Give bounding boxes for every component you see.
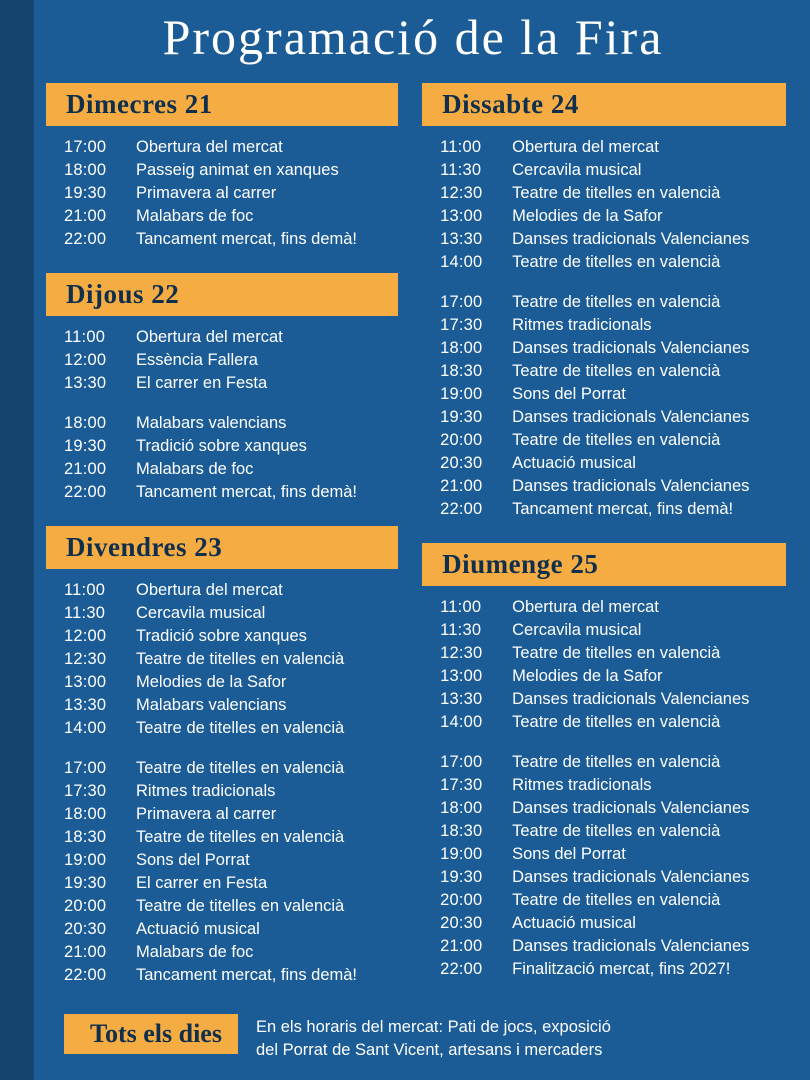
event-time: 17:00 [64, 138, 107, 156]
event-time: 14:00 [440, 253, 483, 271]
event-name: Melodies de la Safor [512, 207, 663, 225]
event-time: 20:30 [440, 914, 483, 932]
event-name: Danses tradicionals Valencianes [512, 339, 750, 357]
event-name: Tradició sobre xanques [136, 627, 307, 645]
event-name: Teatre de titelles en valencià [512, 644, 721, 662]
event-time: 14:00 [64, 719, 107, 737]
schedule-column-left [46, 83, 398, 987]
event-time: 12:30 [64, 650, 107, 668]
event-row [64, 803, 398, 826]
event-name: Teatre de titelles en valencià [136, 897, 345, 915]
event-name: Teatre de titelles en valencià [512, 753, 721, 771]
event-time: 19:30 [64, 184, 107, 202]
day-header: Divendres 23 [46, 526, 398, 569]
page-title: Programació de la Fira [162, 9, 664, 65]
event-name: Passeig animat en xanques [136, 161, 339, 179]
event-list [422, 596, 786, 981]
event-name: Danses tradicionals Valencianes [512, 230, 750, 248]
event-name: Tancament mercat, fins demà! [136, 483, 358, 501]
event-time: 20:00 [440, 431, 483, 449]
event-name: Teatre de titelles en valencià [512, 293, 721, 311]
event-time: 11:30 [440, 621, 482, 639]
event-time: 17:00 [440, 753, 483, 771]
event-name: Teatre de titelles en valencià [512, 431, 721, 449]
day-header: Dimecres 21 [46, 83, 398, 126]
event-time: 21:00 [64, 943, 107, 961]
event-time: 13:30 [64, 696, 107, 714]
event-row [440, 182, 786, 205]
day-block [46, 83, 398, 251]
event-time: 22:00 [64, 966, 107, 984]
event-row [64, 136, 398, 159]
event-time: 11:00 [440, 598, 482, 616]
event-row [64, 780, 398, 803]
event-time: 21:00 [440, 937, 483, 955]
event-row [440, 843, 786, 866]
event-name: Teatre de titelles en valencià [136, 828, 345, 846]
event-time: 18:00 [64, 805, 107, 823]
event-time: 11:30 [440, 161, 482, 179]
day-header: Diumenge 25 [422, 543, 786, 586]
event-group-gap [64, 740, 398, 757]
event-name: Tradició sobre xanques [136, 437, 307, 455]
event-row [440, 452, 786, 475]
event-name: Teatre de titelles en valencià [512, 713, 721, 731]
event-row [64, 349, 398, 372]
event-name: Obertura del mercat [136, 328, 283, 346]
event-time: 13:00 [440, 207, 483, 225]
event-name: Actuació musical [512, 454, 636, 472]
event-time: 20:30 [440, 454, 483, 472]
event-name: Danses tradicionals Valencianes [512, 408, 750, 426]
event-row [440, 228, 786, 251]
event-row [440, 820, 786, 843]
left-decorative-bar [0, 0, 34, 1080]
event-name: Sons del Porrat [512, 845, 626, 863]
event-time: 21:00 [440, 477, 483, 495]
event-name: Primavera al carrer [136, 805, 277, 823]
event-row [64, 205, 398, 228]
event-row [64, 579, 398, 602]
event-name: Teatre de titelles en valencià [512, 362, 721, 380]
event-row [440, 251, 786, 274]
event-time: 19:00 [64, 851, 107, 869]
event-name: Cercavila musical [512, 621, 642, 639]
event-row [440, 866, 786, 889]
event-time: 13:00 [64, 673, 107, 691]
event-time: 13:30 [64, 374, 107, 392]
event-row [440, 935, 786, 958]
event-list [46, 136, 398, 251]
event-row [440, 889, 786, 912]
event-row [64, 694, 398, 717]
event-time: 18:00 [440, 339, 483, 357]
event-row [440, 383, 786, 406]
event-row [440, 314, 786, 337]
event-time: 18:30 [440, 362, 483, 380]
event-row [440, 159, 786, 182]
event-row [64, 671, 398, 694]
event-time: 13:30 [440, 690, 483, 708]
event-row [440, 665, 786, 688]
event-time: 18:00 [64, 414, 107, 432]
footer [34, 1002, 810, 1080]
event-time: 12:30 [440, 184, 483, 202]
event-time: 21:00 [64, 460, 107, 478]
event-name: Teatre de titelles en valencià [136, 650, 345, 668]
event-row [440, 596, 786, 619]
event-name: Danses tradicionals Valencianes [512, 477, 750, 495]
event-time: 21:00 [64, 207, 107, 225]
event-group-gap [440, 274, 786, 291]
event-name: Obertura del mercat [136, 581, 283, 599]
event-row [64, 159, 398, 182]
event-name: Teatre de titelles en valencià [512, 184, 721, 202]
event-row [64, 941, 398, 964]
event-row [64, 872, 398, 895]
event-time: 20:00 [64, 897, 107, 915]
day-header: Dijous 22 [46, 273, 398, 316]
event-name: Sons del Porrat [136, 851, 250, 869]
event-time: 19:30 [64, 874, 107, 892]
event-time: 12:00 [64, 627, 107, 645]
event-name: Danses tradicionals Valencianes [512, 868, 750, 886]
event-name: Tancament mercat, fins demà! [136, 230, 358, 248]
event-row [440, 958, 786, 981]
event-name: Finalització mercat, fins 2027! [512, 960, 731, 978]
event-name: Malabars de foc [136, 943, 254, 961]
event-row [64, 918, 398, 941]
event-row [64, 481, 398, 504]
event-time: 12:30 [440, 644, 483, 662]
event-row [64, 895, 398, 918]
schedule-columns [34, 65, 810, 987]
event-row [440, 619, 786, 642]
event-row [440, 774, 786, 797]
event-name: Ritmes tradicionals [512, 776, 652, 794]
event-group-gap [64, 395, 398, 412]
event-row [64, 228, 398, 251]
event-row [440, 429, 786, 452]
event-row [64, 625, 398, 648]
footer-text [256, 1014, 611, 1062]
event-row [440, 711, 786, 734]
event-name: Actuació musical [136, 920, 260, 938]
event-time: 13:30 [440, 230, 483, 248]
event-time: 22:00 [440, 960, 483, 978]
event-time: 17:30 [440, 316, 483, 334]
event-time: 22:00 [440, 500, 483, 518]
event-list [46, 579, 398, 987]
event-row [440, 912, 786, 935]
event-time: 12:00 [64, 351, 107, 369]
event-name: Teatre de titelles en valencià [136, 719, 345, 737]
footer-text-line-1: En els horaris del mercat: Pati de jocs, exposició [255, 1018, 611, 1036]
event-time: 17:30 [64, 782, 107, 800]
event-name: Essència Fallera [136, 351, 258, 369]
event-row [440, 360, 786, 383]
event-name: Ritmes tradicionals [512, 316, 652, 334]
event-name: Danses tradicionals Valencianes [512, 690, 750, 708]
event-time: 18:00 [440, 799, 483, 817]
event-name: Teatre de titelles en valencià [512, 822, 721, 840]
event-time: 20:30 [64, 920, 107, 938]
event-name: Danses tradicionals Valencianes [512, 937, 750, 955]
event-name: El carrer en Festa [136, 874, 268, 892]
event-name: Teatre de titelles en valencià [512, 253, 721, 271]
event-list [46, 326, 398, 504]
event-row [64, 964, 398, 987]
event-name: Obertura del mercat [136, 138, 283, 156]
event-row [64, 435, 398, 458]
event-name: Danses tradicionals Valencianes [512, 799, 750, 817]
event-name: Primavera al carrer [136, 184, 277, 202]
event-time: 17:30 [440, 776, 483, 794]
event-row [440, 406, 786, 429]
footer-badge: Tots els dies [64, 1014, 238, 1054]
event-name: Melodies de la Safor [136, 673, 287, 691]
footer-text-line-2: del Porrat de Sant Vicent, artesans i mercaders [255, 1041, 603, 1059]
event-time: 13:00 [440, 667, 483, 685]
event-name: Malabars de foc [136, 207, 254, 225]
event-time: 11:00 [64, 581, 106, 599]
event-name: Tancament mercat, fins demà! [512, 500, 734, 518]
event-time: 19:30 [64, 437, 107, 455]
event-time: 22:00 [64, 230, 107, 248]
event-name: Actuació musical [512, 914, 636, 932]
event-name: Obertura del mercat [512, 138, 659, 156]
event-row [64, 717, 398, 740]
event-time: 20:00 [440, 891, 483, 909]
event-row [440, 337, 786, 360]
event-time: 17:00 [440, 293, 483, 311]
event-list [422, 136, 786, 521]
event-time: 19:30 [440, 868, 483, 886]
event-time: 11:00 [64, 328, 106, 346]
event-row [440, 498, 786, 521]
event-time: 18:00 [64, 161, 107, 179]
event-time: 18:30 [64, 828, 107, 846]
event-row [440, 797, 786, 820]
schedule-column-right [422, 83, 786, 987]
event-time: 14:00 [440, 713, 483, 731]
event-row [64, 458, 398, 481]
event-name: Melodies de la Safor [512, 667, 663, 685]
event-time: 19:00 [440, 845, 483, 863]
event-row [440, 688, 786, 711]
event-name: El carrer en Festa [136, 374, 268, 392]
event-time: 11:00 [440, 138, 482, 156]
event-group-gap [440, 734, 786, 751]
event-time: 19:30 [440, 408, 483, 426]
event-time: 18:30 [440, 822, 483, 840]
event-row [64, 602, 398, 625]
event-row [440, 642, 786, 665]
event-name: Sons del Porrat [512, 385, 626, 403]
event-name: Cercavila musical [512, 161, 642, 179]
event-name: Teatre de titelles en valencià [136, 759, 345, 777]
event-name: Ritmes tradicionals [136, 782, 276, 800]
event-row [440, 751, 786, 774]
day-header: Dissabte 24 [422, 83, 786, 126]
day-block [46, 526, 398, 987]
event-time: 17:00 [64, 759, 107, 777]
event-name: Tancament mercat, fins demà! [136, 966, 358, 984]
event-name: Cercavila musical [136, 604, 266, 622]
event-row [440, 205, 786, 228]
event-row [64, 826, 398, 849]
event-name: Obertura del mercat [512, 598, 659, 616]
event-name: Malabars de foc [136, 460, 254, 478]
event-time: 19:00 [440, 385, 483, 403]
event-row [64, 757, 398, 780]
day-block [422, 83, 786, 521]
day-block [46, 273, 398, 504]
event-row [440, 475, 786, 498]
event-row [64, 326, 398, 349]
event-row [440, 136, 786, 159]
poster-content [34, 0, 810, 1080]
event-row [64, 849, 398, 872]
event-row [64, 182, 398, 205]
event-time: 22:00 [64, 483, 107, 501]
event-row [64, 412, 398, 435]
event-row [64, 372, 398, 395]
event-row [64, 648, 398, 671]
day-block [422, 543, 786, 981]
event-time: 11:30 [64, 604, 106, 622]
event-name: Malabars valencians [136, 414, 287, 432]
event-name: Malabars valencians [136, 696, 287, 714]
event-name: Teatre de titelles en valencià [512, 891, 721, 909]
event-row [440, 291, 786, 314]
